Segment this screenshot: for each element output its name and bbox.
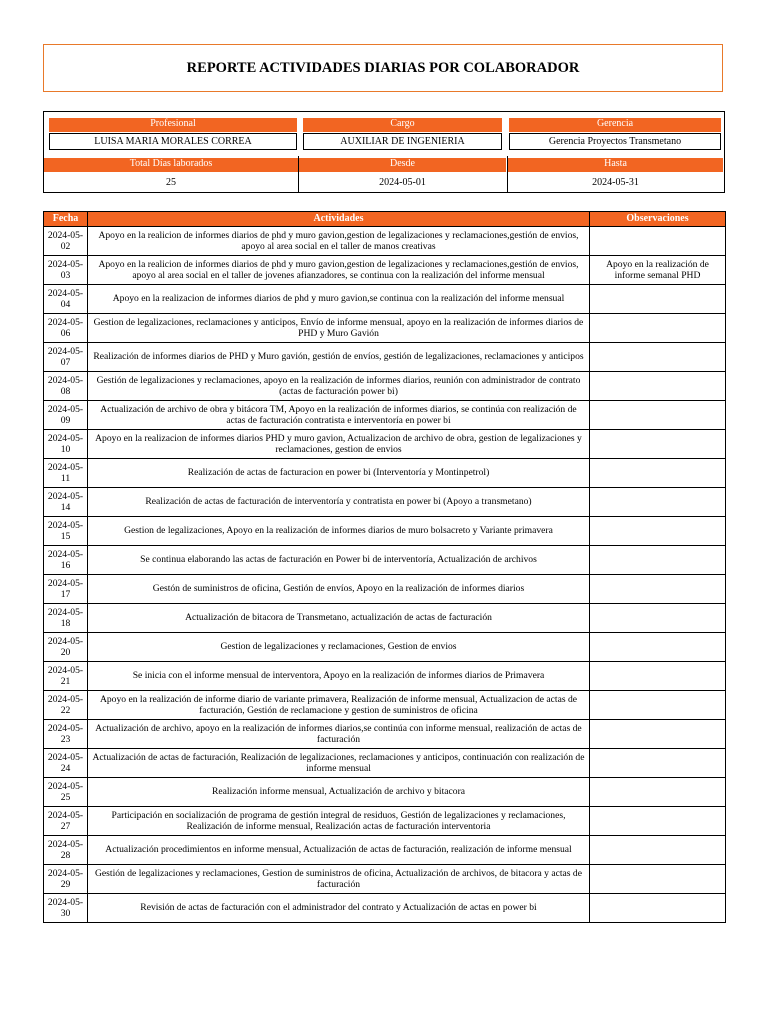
- observacion-cell: [590, 430, 726, 459]
- observacion-cell: [590, 372, 726, 401]
- info-divider: [507, 156, 508, 193]
- table-row: [44, 604, 726, 633]
- profesional-label: Profesional: [49, 118, 297, 132]
- fecha-cell: 2024-05-15: [44, 517, 88, 546]
- table-header-row: [44, 212, 726, 227]
- fecha-cell: 2024-05-03: [44, 256, 88, 285]
- actividad-cell: Gestion de legalizaciones, Apoyo en la realización de informes diarios de muro bolsacreto y Variante primavera: [88, 517, 590, 546]
- desde-value: 2024-05-01: [379, 177, 426, 188]
- table-row: [44, 691, 726, 720]
- table-row: [44, 517, 726, 546]
- report-title-box: [43, 44, 723, 92]
- observacion-cell: [590, 517, 726, 546]
- table-row: [44, 488, 726, 517]
- observacion-cell: [590, 575, 726, 604]
- table-row: [44, 778, 726, 807]
- fecha-cell: 2024-05-23: [44, 720, 88, 749]
- actividad-cell: Realización informe mensual, Actualización de archivo y bitacora: [88, 778, 590, 807]
- observacion-cell: [590, 459, 726, 488]
- actividad-cell: Revisión de actas de facturación con el administrador del contrato y Actualización de actas en power bi: [88, 894, 590, 923]
- fecha-cell: 2024-05-16: [44, 546, 88, 575]
- fecha-cell: 2024-05-30: [44, 894, 88, 923]
- activities-table: [43, 211, 726, 923]
- cargo-label: Cargo: [303, 118, 502, 132]
- actividad-cell: Apoyo en la realicion de informes diarios de phd y muro gavion,gestion de legalizaciones y reclamaciones,gestión de envios, apoyo al area social en el taller de jovenes afianzadores, se continua con la realización del informe mensual: [88, 256, 590, 285]
- fecha-cell: 2024-05-28: [44, 836, 88, 865]
- table-row: [44, 575, 726, 604]
- actividad-cell: Actualización de bitacora de Transmetano, actualización de actas de facturación: [88, 604, 590, 633]
- fecha-cell: 2024-05-10: [44, 430, 88, 459]
- actividad-cell: Se continua elaborando las actas de facturación en Power bi de interventoría, Actualización de archivos: [88, 546, 590, 575]
- report-title: REPORTE ACTIVIDADES DIARIAS POR COLABORADOR: [186, 59, 580, 76]
- observaciones-header: Observaciones: [590, 212, 726, 227]
- table-row: [44, 285, 726, 314]
- actividad-cell: Actualización procedimientos en informe mensual, Actualización de actas de facturación, realización de informe mensual: [88, 836, 590, 865]
- hasta-label: Hasta: [508, 158, 723, 172]
- fecha-header: Fecha: [44, 212, 88, 227]
- table-row: [44, 401, 726, 430]
- actividad-cell: Gestión de legalizaciones y reclamaciones, apoyo en la realización de informes diarios, reunión con administrador de contrato (actas de facturación power bi): [88, 372, 590, 401]
- fecha-cell: 2024-05-07: [44, 343, 88, 372]
- observacion-cell: [590, 778, 726, 807]
- table-row: [44, 314, 726, 343]
- actividad-cell: Apoyo en la realizacion de informes diarios PHD y muro gavion, Actualizacion de archivo de obra, gestion de legalizaciones y reclamaciones, gestion de envios: [88, 430, 590, 459]
- gerencia-label: Gerencia: [509, 118, 721, 132]
- table-row: [44, 662, 726, 691]
- observacion-cell: [590, 633, 726, 662]
- fecha-cell: 2024-05-25: [44, 778, 88, 807]
- actividad-cell: Gestión de legalizaciones y reclamaciones, Gestion de suministros de oficina, Actualización de archivos, de bitacora y actas de facturación: [88, 865, 590, 894]
- observacion-cell: [590, 285, 726, 314]
- fecha-cell: 2024-05-11: [44, 459, 88, 488]
- observacion-cell: [590, 691, 726, 720]
- observacion-cell: [590, 865, 726, 894]
- observacion-cell: [590, 604, 726, 633]
- fecha-cell: 2024-05-09: [44, 401, 88, 430]
- observacion-cell: [590, 227, 726, 256]
- table-row: [44, 865, 726, 894]
- actividad-cell: Realización de actas de facturacion en power bi (Interventoría y Montinpetrol): [88, 459, 590, 488]
- observacion-cell: [590, 401, 726, 430]
- table-row: [44, 633, 726, 662]
- dias-value: 25: [166, 177, 176, 188]
- actividades-header: Actividades: [88, 212, 590, 227]
- desde-label: Desde: [299, 158, 506, 172]
- observacion-cell: [590, 314, 726, 343]
- actividad-cell: Apoyo en la realizacion de informes diarios de phd y muro gavion,se continua con la realización del informe mensual: [88, 285, 590, 314]
- observacion-cell: Apoyo en la realización de informe semanal PHD: [590, 256, 726, 285]
- table-row: [44, 430, 726, 459]
- table-row: [44, 343, 726, 372]
- actividad-cell: Realización de actas de facturación de interventoría y contratista en power bi (Apoyo a transmetano): [88, 488, 590, 517]
- observacion-cell: [590, 546, 726, 575]
- gerencia-value: Gerencia Proyectos Transmetano: [509, 133, 721, 150]
- actividad-cell: Realización de informes diarios de PHD y Muro gavión, gestión de envíos, gestión de legalizaciones, reclamaciones y anticipos: [88, 343, 590, 372]
- actividad-cell: Actualización de actas de facturación, Realización de legalizaciones, reclamaciones y anticipos, continuación con realización de informe mensual: [88, 749, 590, 778]
- table-row: [44, 894, 726, 923]
- table-row: [44, 256, 726, 285]
- fecha-cell: 2024-05-08: [44, 372, 88, 401]
- actividad-cell: Gestion de legalizaciones, reclamaciones y anticipos, Envío de informe mensual, apoyo en la realización de informes diarios de PHD y Muro Gavión: [88, 314, 590, 343]
- table-row: [44, 807, 726, 836]
- fecha-cell: 2024-05-14: [44, 488, 88, 517]
- observacion-cell: [590, 749, 726, 778]
- table-row: [44, 227, 726, 256]
- observacion-cell: [590, 662, 726, 691]
- fecha-cell: 2024-05-27: [44, 807, 88, 836]
- fecha-cell: 2024-05-06: [44, 314, 88, 343]
- actividad-cell: Gestion de legalizaciones y reclamaciones, Gestion de envios: [88, 633, 590, 662]
- table-row: [44, 836, 726, 865]
- table-row: [44, 372, 726, 401]
- observacion-cell: [590, 488, 726, 517]
- info-divider: [298, 156, 299, 193]
- actividad-cell: Se inicia con el informe mensual de interventora, Apoyo en la realización de informes diarios de Primavera: [88, 662, 590, 691]
- fecha-cell: 2024-05-22: [44, 691, 88, 720]
- actividad-cell: Gestón de suministros de oficina, Gestión de envíos, Apoyo en la realización de informes diarios: [88, 575, 590, 604]
- actividad-cell: Actualización de archivo, apoyo en la realización de informes diarios,se continúa con informe mensual, realización de actas de facturación: [88, 720, 590, 749]
- table-row: [44, 459, 726, 488]
- profesional-value: LUISA MARIA MORALES CORREA: [49, 133, 297, 150]
- fecha-cell: 2024-05-18: [44, 604, 88, 633]
- observacion-cell: [590, 807, 726, 836]
- actividad-cell: Participación en socialización de programa de gestión integral de residuos, Gestión de legalizaciones y reclamaciones, Realización de informe mensual, Realización actas de facturación interventoria: [88, 807, 590, 836]
- observacion-cell: [590, 720, 726, 749]
- table-row: [44, 720, 726, 749]
- fecha-cell: 2024-05-29: [44, 865, 88, 894]
- observacion-cell: [590, 343, 726, 372]
- cargo-value: AUXILIAR DE INGENIERIA: [303, 133, 502, 150]
- fecha-cell: 2024-05-17: [44, 575, 88, 604]
- fecha-cell: 2024-05-02: [44, 227, 88, 256]
- fecha-cell: 2024-05-21: [44, 662, 88, 691]
- fecha-cell: 2024-05-24: [44, 749, 88, 778]
- observacion-cell: [590, 836, 726, 865]
- dias-label: Total Días laborados: [44, 158, 298, 172]
- table-row: [44, 749, 726, 778]
- fecha-cell: 2024-05-04: [44, 285, 88, 314]
- fecha-cell: 2024-05-20: [44, 633, 88, 662]
- table-row: [44, 546, 726, 575]
- actividad-cell: Actualización de archivo de obra y bitácora TM, Apoyo en la realización de informes diarios, se continúa con realización de actas de facturación contratista e interventoría en power bi: [88, 401, 590, 430]
- actividad-cell: Apoyo en la realicion de informes diarios de phd y muro gavion,gestion de legalizaciones y reclamaciones,gestión de envios, apoyo al area social en el taller de manos creativas: [88, 227, 590, 256]
- actividad-cell: Apoyo en la realización de informe diario de variante primavera, Realización de informe mensual, Actualizacion de actas de facturación, Gestión de reclamacione y gestion de suministros de oficina: [88, 691, 590, 720]
- hasta-value: 2024-05-31: [592, 177, 639, 188]
- observacion-cell: [590, 894, 726, 923]
